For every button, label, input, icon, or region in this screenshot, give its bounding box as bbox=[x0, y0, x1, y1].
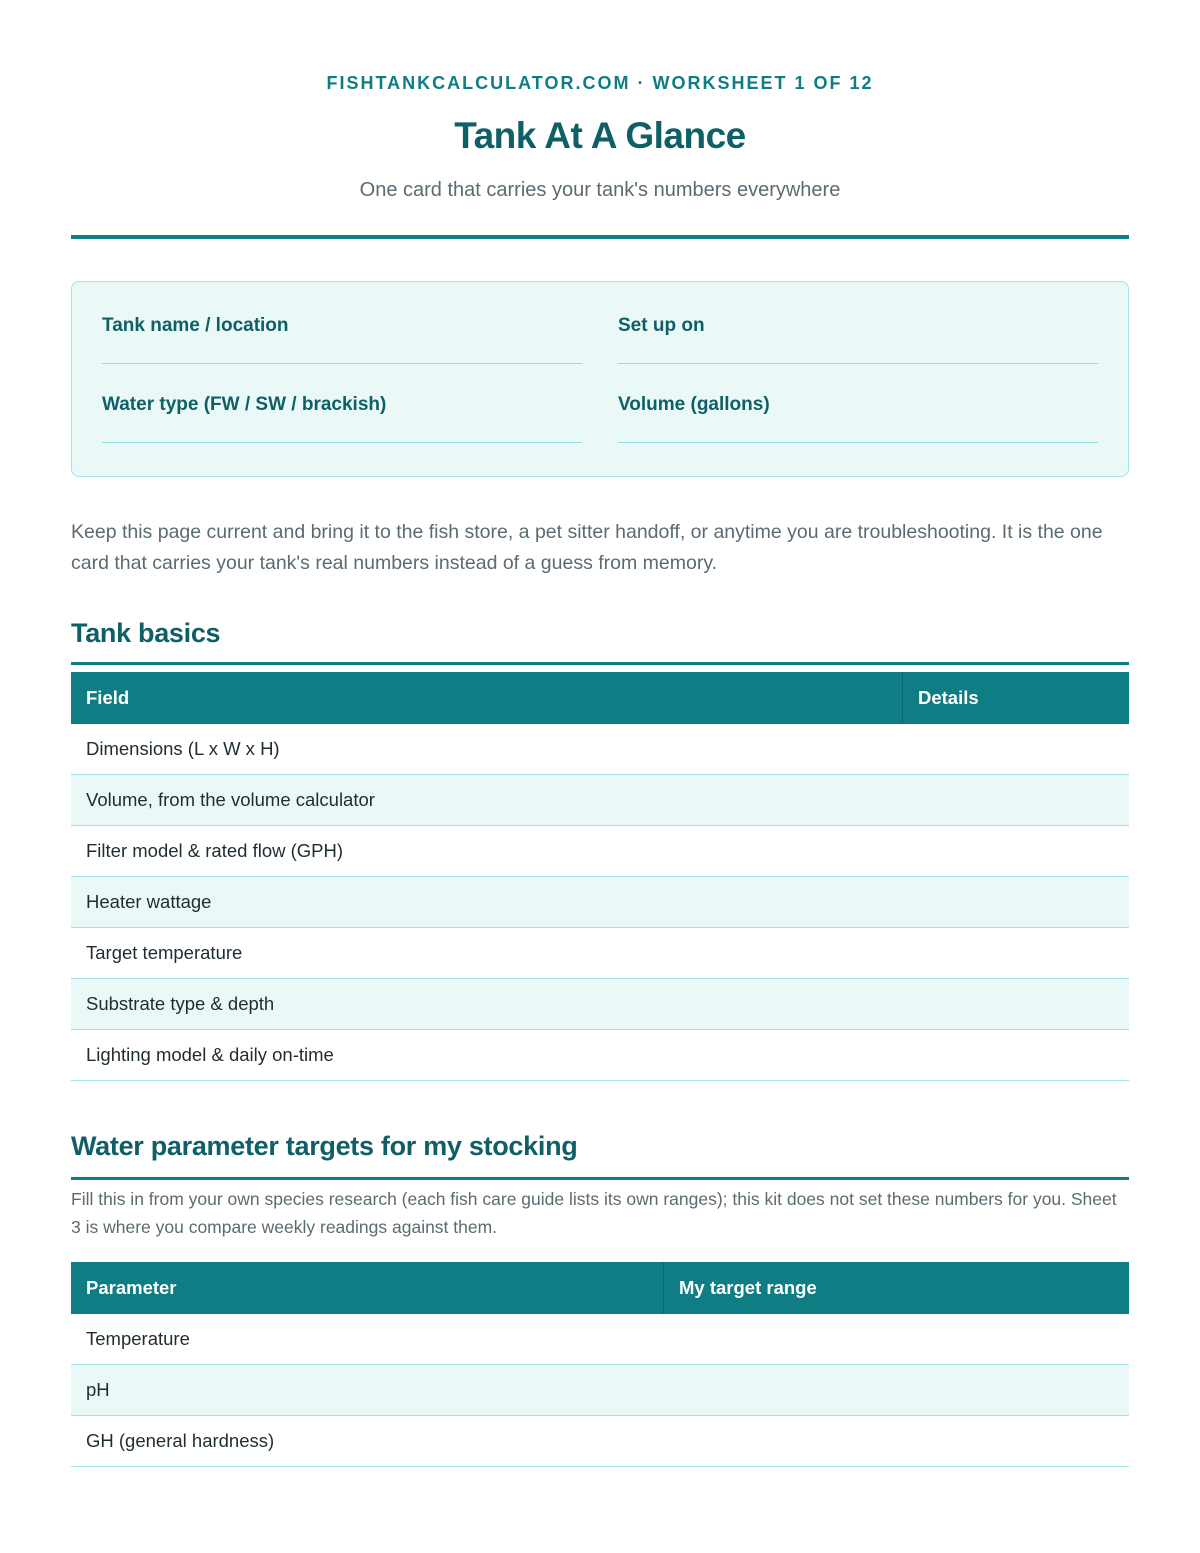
table-row bbox=[71, 979, 1129, 1030]
table-row bbox=[71, 1365, 1129, 1416]
row-label: Filter model & rated flow (GPH) bbox=[71, 826, 903, 877]
row-label: Heater wattage bbox=[71, 877, 903, 928]
table-row bbox=[71, 1314, 1129, 1365]
details-cell[interactable] bbox=[903, 826, 1130, 877]
row-label: Lighting model & daily on-time bbox=[71, 1030, 903, 1081]
volume-label: Volume (gallons) bbox=[618, 394, 770, 415]
tank-basics-table bbox=[71, 672, 1129, 1081]
page-title: Tank At A Glance bbox=[454, 115, 746, 156]
column-header-parameter: Parameter bbox=[71, 1262, 664, 1314]
details-cell[interactable] bbox=[903, 928, 1130, 979]
table-row bbox=[71, 1030, 1129, 1081]
water-targets-note: Fill this in from your own species research (each fish care guide lists its own ranges); this kit does not set these numbers for you. Sheet 3 is where you compare weekly readings against them. bbox=[71, 1189, 1117, 1237]
setup-date-write-line[interactable] bbox=[618, 363, 1098, 364]
column-header-field: Field bbox=[71, 672, 903, 724]
details-cell[interactable] bbox=[903, 775, 1130, 826]
water-targets-rule bbox=[71, 1177, 1129, 1180]
water-targets-heading: Water parameter targets for my stocking bbox=[71, 1131, 578, 1161]
tank-name-label: Tank name / location bbox=[102, 315, 289, 336]
table-row bbox=[71, 724, 1129, 775]
row-label: pH bbox=[71, 1365, 664, 1416]
table-row bbox=[71, 877, 1129, 928]
tank-basics-heading: Tank basics bbox=[71, 618, 221, 648]
column-header-details: Details bbox=[903, 672, 1130, 724]
water-targets-table bbox=[71, 1262, 1129, 1467]
intro-paragraph: Keep this page current and bring it to the fish store, a pet sitter handoff, or anytime you are troubleshooting. It is the one card that carries your tank's real numbers instead of a guess from memory. bbox=[71, 521, 1103, 574]
column-header-target-range: My target range bbox=[664, 1262, 1130, 1314]
volume-field[interactable] bbox=[618, 394, 1098, 416]
row-label: Temperature bbox=[71, 1314, 664, 1365]
target-range-cell[interactable] bbox=[664, 1365, 1130, 1416]
tank-name-write-line[interactable] bbox=[102, 363, 582, 364]
header-divider bbox=[71, 235, 1129, 239]
target-range-cell[interactable] bbox=[664, 1314, 1130, 1365]
row-label: Volume, from the volume calculator bbox=[71, 775, 903, 826]
tank-basics-rule bbox=[71, 662, 1129, 665]
page-subtitle: One card that carries your tank's numbers everywhere bbox=[359, 179, 841, 201]
details-cell[interactable] bbox=[903, 877, 1130, 928]
row-label: Target temperature bbox=[71, 928, 903, 979]
details-cell[interactable] bbox=[903, 724, 1130, 775]
target-range-cell[interactable] bbox=[664, 1416, 1130, 1467]
water-type-write-line[interactable] bbox=[102, 442, 582, 443]
table-row bbox=[71, 826, 1129, 877]
setup-date-label: Set up on bbox=[618, 315, 705, 336]
water-type-field[interactable] bbox=[102, 394, 582, 416]
details-cell[interactable] bbox=[903, 979, 1130, 1030]
row-label: GH (general hardness) bbox=[71, 1416, 664, 1467]
table-row bbox=[71, 928, 1129, 979]
water-type-label: Water type (FW / SW / brackish) bbox=[102, 394, 387, 415]
worksheet-kicker: FISHTANKCALCULATOR.COM · WORKSHEET 1 OF 12 bbox=[326, 73, 874, 93]
tank-name-field[interactable] bbox=[102, 315, 582, 337]
table-header-row bbox=[71, 672, 1129, 724]
setup-date-field[interactable] bbox=[618, 315, 1098, 337]
volume-write-line[interactable] bbox=[618, 442, 1098, 443]
table-header-row bbox=[71, 1262, 1129, 1314]
row-label: Dimensions (L x W x H) bbox=[71, 724, 903, 775]
row-label: Substrate type & depth bbox=[71, 979, 903, 1030]
table-row bbox=[71, 1416, 1129, 1467]
details-cell[interactable] bbox=[903, 1030, 1130, 1081]
table-row bbox=[71, 775, 1129, 826]
tank-info-card bbox=[71, 281, 1129, 477]
